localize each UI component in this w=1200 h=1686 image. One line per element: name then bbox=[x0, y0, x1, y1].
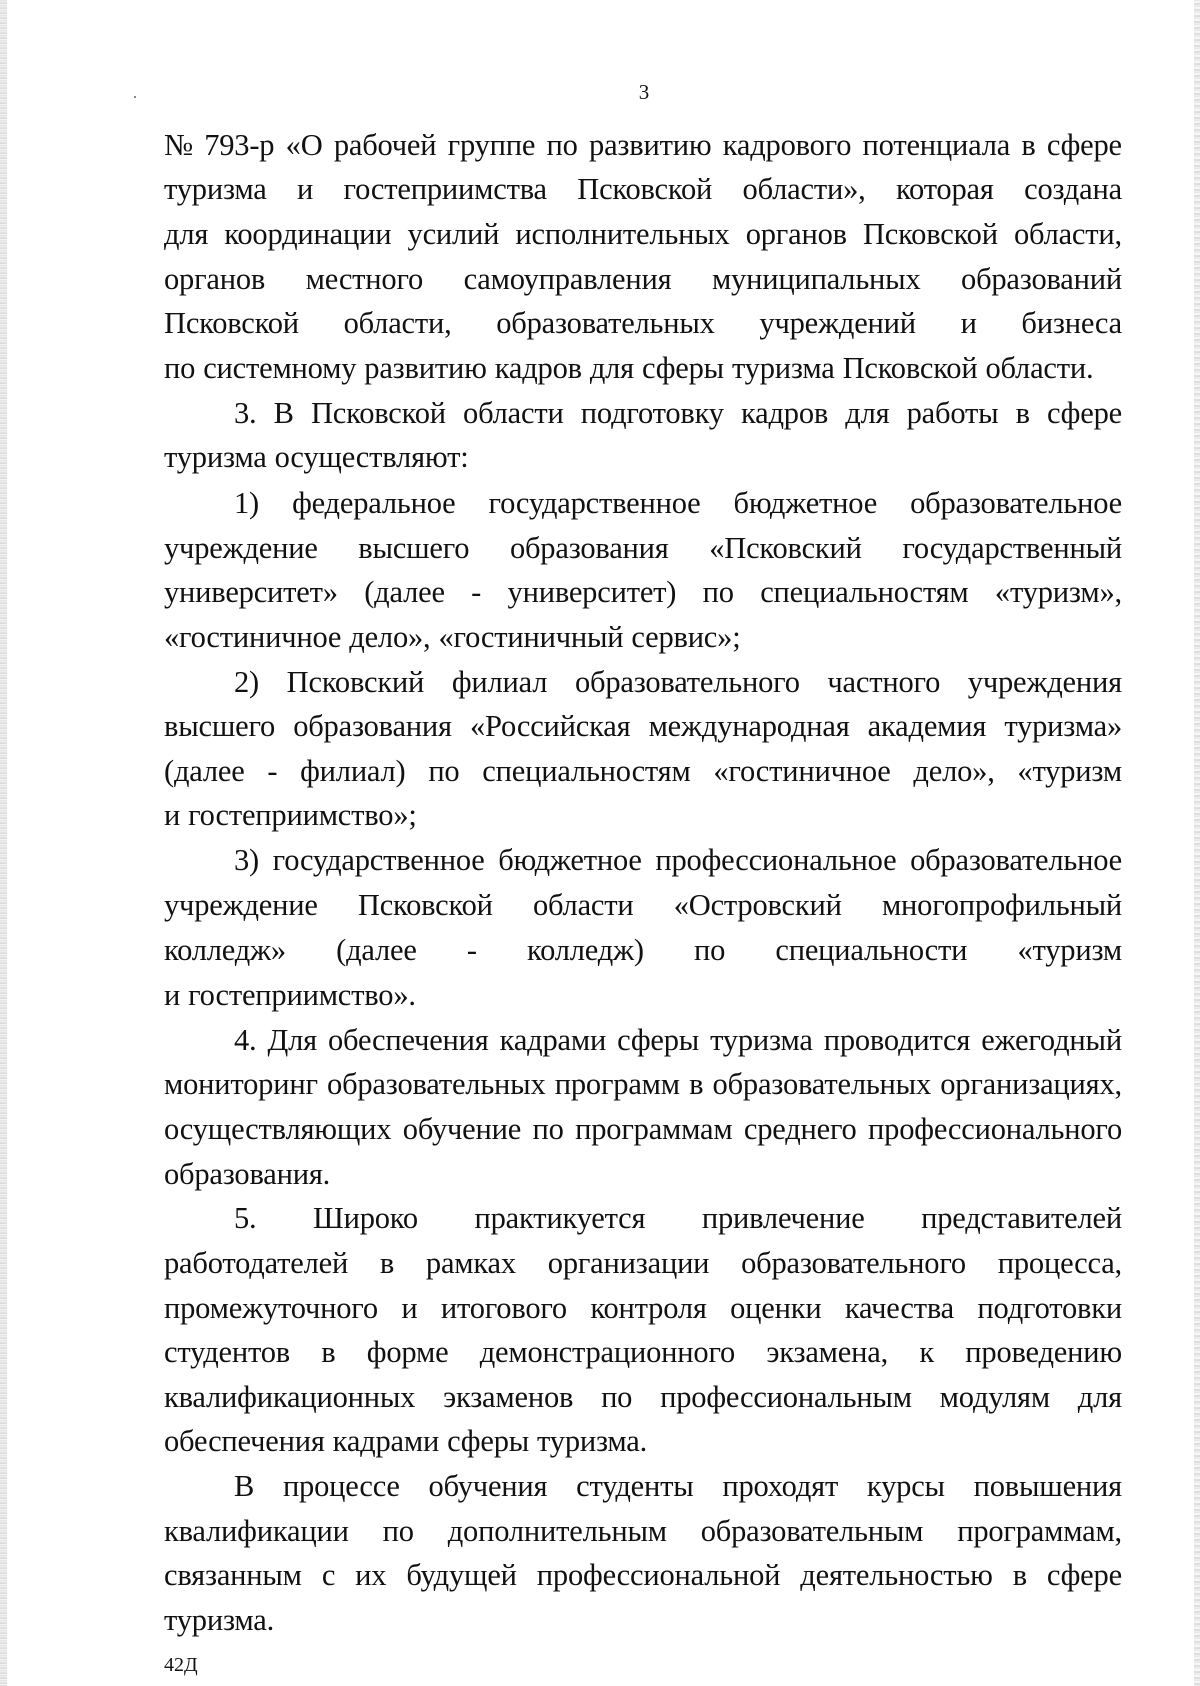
word: «туризм bbox=[1017, 754, 1122, 788]
word: сферы bbox=[617, 1023, 700, 1057]
word: учреждение bbox=[164, 888, 318, 922]
word: сферы bbox=[447, 1424, 530, 1458]
word: проводится bbox=[823, 1023, 971, 1057]
word: федеральное bbox=[292, 486, 456, 520]
text-line bbox=[164, 261, 1122, 297]
word: 4. bbox=[234, 1023, 257, 1057]
word: В bbox=[273, 396, 294, 430]
word: в bbox=[1012, 1558, 1027, 1592]
word: образовательных bbox=[496, 306, 715, 340]
word: «Псковский bbox=[709, 531, 862, 565]
word: организации bbox=[547, 1246, 710, 1280]
word: гостеприимства bbox=[343, 172, 547, 206]
word: местного bbox=[305, 262, 424, 296]
text-line bbox=[234, 1200, 1122, 1236]
word: колледж» bbox=[164, 933, 286, 967]
word: Псковской bbox=[310, 396, 446, 430]
text-line bbox=[164, 1334, 1122, 1370]
word: учреждений bbox=[759, 306, 916, 340]
word: государственный bbox=[902, 531, 1122, 565]
word: - bbox=[466, 933, 477, 967]
word: 1) bbox=[234, 486, 260, 520]
word: колледж) bbox=[527, 933, 644, 967]
word: программ bbox=[554, 1067, 680, 1101]
word: и bbox=[401, 1291, 418, 1325]
word: работы bbox=[906, 396, 999, 430]
word: специальностям bbox=[760, 575, 969, 609]
word: Широко bbox=[313, 1201, 418, 1235]
word: осуществляют: bbox=[274, 440, 469, 474]
text-line bbox=[164, 1066, 1122, 1102]
word: мониторинг bbox=[164, 1067, 318, 1101]
word: кадрами bbox=[499, 1023, 607, 1057]
word: «туризм bbox=[1017, 933, 1122, 967]
word: проведению bbox=[965, 1335, 1122, 1369]
word: филиал) bbox=[300, 754, 406, 788]
text-line bbox=[164, 171, 1122, 207]
text-line bbox=[164, 977, 1122, 1013]
page-number: 3 bbox=[638, 80, 650, 104]
word: демонстрационного bbox=[479, 1335, 736, 1369]
text-line bbox=[164, 619, 1122, 655]
word: программам, bbox=[957, 1514, 1122, 1548]
word: привлечение bbox=[701, 1201, 865, 1235]
word: рамках bbox=[425, 1246, 516, 1280]
word: координации bbox=[224, 217, 392, 251]
word: образовательным bbox=[700, 1514, 924, 1548]
word: высшего bbox=[358, 531, 470, 565]
word: - bbox=[471, 575, 482, 609]
word: профессиональное bbox=[655, 843, 897, 877]
word: сервис»; bbox=[631, 620, 741, 654]
word: обучение bbox=[402, 1112, 522, 1146]
text-line bbox=[234, 1022, 1122, 1058]
word: туризма bbox=[731, 351, 835, 385]
word: гостеприимство». bbox=[188, 978, 416, 1012]
word: модулям bbox=[939, 1380, 1050, 1414]
text-line bbox=[164, 1379, 1122, 1415]
word: кадров bbox=[494, 351, 582, 385]
word: по bbox=[382, 1514, 414, 1548]
word: ежегодный bbox=[981, 1023, 1122, 1057]
word: студенты bbox=[576, 1469, 694, 1503]
scan-border-left bbox=[0, 0, 7, 1686]
word: 2) bbox=[234, 665, 260, 699]
word: по bbox=[164, 351, 196, 385]
word: профессиональной bbox=[536, 1558, 781, 1592]
word: органов bbox=[164, 262, 266, 296]
word: многопрофильный bbox=[881, 888, 1122, 922]
scan-border-right bbox=[1194, 0, 1200, 1686]
word: подготовку bbox=[580, 396, 724, 430]
word: государственное bbox=[272, 843, 485, 877]
word: образовательных bbox=[712, 1067, 932, 1101]
word: самоуправления bbox=[463, 262, 672, 296]
word: Псковской bbox=[357, 888, 493, 922]
word: образовательных bbox=[327, 1067, 546, 1101]
text-line bbox=[164, 708, 1122, 744]
word: для bbox=[589, 351, 634, 385]
word: к bbox=[919, 1335, 934, 1369]
word: сфере bbox=[1046, 396, 1122, 430]
word: сфере bbox=[1046, 1558, 1122, 1592]
word: осуществляющих bbox=[164, 1112, 392, 1146]
word: исполнительных bbox=[515, 217, 730, 251]
word: «О bbox=[285, 128, 323, 162]
word: туризма» bbox=[1004, 709, 1122, 743]
word: (далее bbox=[364, 575, 445, 609]
word: развитию bbox=[589, 128, 712, 162]
word: подготовки bbox=[977, 1291, 1122, 1325]
word: Псковский bbox=[286, 665, 425, 699]
word: будущей bbox=[406, 1558, 517, 1592]
word: и bbox=[297, 172, 314, 206]
word: образований bbox=[961, 262, 1122, 296]
word: специальности bbox=[775, 933, 968, 967]
word: по bbox=[702, 575, 734, 609]
word: области», bbox=[742, 172, 866, 206]
text-line bbox=[164, 797, 1122, 833]
word: системному bbox=[203, 351, 357, 385]
word: профессиональным bbox=[660, 1380, 912, 1414]
word: «Российская bbox=[470, 709, 631, 743]
word: образования. bbox=[164, 1157, 331, 1191]
word: частного bbox=[827, 665, 941, 699]
text-line bbox=[164, 530, 1122, 566]
word: области, bbox=[1013, 217, 1122, 251]
word: туризма bbox=[164, 172, 267, 206]
word: для bbox=[845, 396, 890, 430]
word: по bbox=[532, 1112, 564, 1146]
text-line bbox=[164, 1111, 1122, 1147]
word: которая bbox=[895, 172, 994, 206]
word: итогового bbox=[440, 1291, 567, 1325]
word: и bbox=[164, 798, 181, 832]
word: университет) bbox=[507, 575, 677, 609]
word: «гостиничное bbox=[713, 754, 891, 788]
word: туризма. bbox=[537, 1424, 648, 1458]
word: 5. bbox=[234, 1201, 257, 1235]
word: работодателей bbox=[164, 1246, 349, 1280]
text-line bbox=[234, 842, 1122, 878]
word: Псковской bbox=[842, 351, 978, 385]
word: для bbox=[1077, 1380, 1122, 1414]
word: в bbox=[689, 1067, 704, 1101]
word: сфере bbox=[1046, 128, 1122, 162]
text-line bbox=[164, 216, 1122, 252]
word: муниципальных bbox=[711, 262, 921, 296]
word: кадрового bbox=[722, 128, 852, 162]
word: образования bbox=[293, 709, 452, 743]
word: туризма bbox=[164, 440, 267, 474]
word: связанным bbox=[164, 1558, 302, 1592]
word: обеспечения bbox=[164, 1424, 325, 1458]
text-line bbox=[164, 350, 1122, 386]
word: образовательного bbox=[741, 1246, 966, 1280]
word: образовательное bbox=[910, 843, 1122, 877]
word: № bbox=[164, 128, 193, 162]
word: государственное bbox=[488, 486, 701, 520]
word: рабочей bbox=[333, 128, 437, 162]
word: сферы bbox=[642, 351, 724, 385]
word: организациях, bbox=[940, 1067, 1122, 1101]
word: университет» bbox=[164, 575, 338, 609]
word: экзаменов bbox=[443, 1380, 574, 1414]
word: гостеприимство»; bbox=[188, 798, 417, 832]
word: «туризм», bbox=[994, 575, 1122, 609]
word: среднего bbox=[743, 1112, 857, 1146]
text-line bbox=[164, 127, 1122, 163]
word: промежуточного bbox=[164, 1291, 378, 1325]
word: программам bbox=[575, 1112, 733, 1146]
word: усилий bbox=[407, 217, 500, 251]
word: деятельностью bbox=[800, 1558, 993, 1592]
word: Для bbox=[267, 1023, 317, 1057]
text-line bbox=[164, 753, 1122, 789]
word: учреждение bbox=[164, 531, 318, 565]
word: учреждения bbox=[967, 665, 1122, 699]
word: бизнеса bbox=[1021, 306, 1122, 340]
word: академия bbox=[867, 709, 987, 743]
word: дополнительным bbox=[447, 1514, 667, 1548]
text-line bbox=[164, 305, 1122, 341]
word: профессионального bbox=[868, 1112, 1122, 1146]
word: и bbox=[960, 306, 977, 340]
word: группе bbox=[447, 128, 536, 162]
text-line bbox=[234, 485, 1122, 521]
word: контроля bbox=[590, 1291, 707, 1325]
text-line bbox=[164, 1423, 1122, 1459]
word: бюджетное bbox=[733, 486, 878, 520]
word: области bbox=[532, 888, 634, 922]
word: образовательного bbox=[574, 665, 800, 699]
text-line bbox=[164, 1602, 1122, 1638]
word: обеспечения bbox=[327, 1023, 489, 1057]
word: по bbox=[546, 128, 578, 162]
word: «Островский bbox=[673, 888, 842, 922]
footer-code: 42Д bbox=[164, 1654, 198, 1676]
text-line bbox=[164, 1557, 1122, 1593]
word: качества bbox=[844, 1291, 955, 1325]
word: повышения bbox=[973, 1469, 1122, 1503]
word: области bbox=[463, 396, 564, 430]
word: 3. bbox=[234, 396, 257, 430]
word: туризма. bbox=[164, 1603, 275, 1637]
word: процесса, bbox=[997, 1246, 1122, 1280]
word: дело», bbox=[349, 620, 431, 654]
word: филиал bbox=[451, 665, 548, 699]
word: специальностям bbox=[482, 754, 691, 788]
text-line bbox=[164, 574, 1122, 610]
word: 793-р bbox=[204, 128, 275, 162]
word: (далее bbox=[164, 754, 245, 788]
word: в bbox=[379, 1246, 395, 1280]
word: «гостиничное bbox=[164, 620, 342, 654]
word: курсы bbox=[866, 1469, 945, 1503]
word: процессе bbox=[282, 1469, 400, 1503]
word: по bbox=[601, 1380, 633, 1414]
word: оценки bbox=[730, 1291, 822, 1325]
word: высшего bbox=[164, 709, 276, 743]
word: для bbox=[164, 217, 209, 251]
text-line bbox=[234, 664, 1122, 700]
text-line bbox=[164, 1245, 1122, 1281]
word: практикуется bbox=[474, 1201, 646, 1235]
word: области, bbox=[343, 306, 452, 340]
text-line bbox=[164, 887, 1122, 923]
word: Псковской bbox=[577, 172, 713, 206]
word: по bbox=[428, 754, 460, 788]
text-line bbox=[164, 1513, 1122, 1549]
word: (далее bbox=[336, 933, 417, 967]
word: создана bbox=[1024, 172, 1122, 206]
text-line bbox=[234, 1468, 1122, 1504]
word: кадров bbox=[740, 396, 829, 430]
word: проходят bbox=[722, 1469, 839, 1503]
word: образовательное bbox=[910, 486, 1122, 520]
word: 3) bbox=[234, 843, 260, 877]
word: по bbox=[694, 933, 726, 967]
word: Псковской bbox=[164, 306, 299, 340]
word: в bbox=[1015, 396, 1030, 430]
word: В bbox=[234, 1469, 255, 1503]
text-line bbox=[164, 932, 1122, 968]
word: Псковской bbox=[862, 217, 998, 251]
word: с bbox=[321, 1558, 336, 1592]
word: бюджетное bbox=[498, 843, 642, 877]
word: и bbox=[164, 978, 181, 1012]
word: потенциала bbox=[862, 128, 1011, 162]
word: области. bbox=[985, 351, 1094, 385]
word: форме bbox=[366, 1335, 449, 1369]
word: дело», bbox=[913, 754, 995, 788]
word: «гостиничный bbox=[438, 620, 624, 654]
text-line bbox=[234, 395, 1122, 431]
word: представителей bbox=[921, 1201, 1122, 1235]
word: - bbox=[267, 754, 278, 788]
word: туризма bbox=[710, 1023, 813, 1057]
word: их bbox=[355, 1558, 387, 1592]
text-line bbox=[164, 1156, 1122, 1192]
word: органов bbox=[745, 217, 847, 251]
word: экзамена, bbox=[766, 1335, 889, 1369]
word: студентов bbox=[164, 1335, 290, 1369]
word: обучения bbox=[428, 1469, 548, 1503]
word: развитию bbox=[364, 351, 487, 385]
word: кадрами bbox=[332, 1424, 440, 1458]
word: в bbox=[1021, 128, 1036, 162]
word: квалификационных bbox=[164, 1380, 416, 1414]
word: квалификации bbox=[164, 1514, 349, 1548]
word: в bbox=[321, 1335, 336, 1369]
word: международная bbox=[648, 709, 850, 743]
text-line bbox=[164, 1290, 1122, 1326]
text-line bbox=[164, 439, 1122, 475]
word: образования bbox=[509, 531, 669, 565]
